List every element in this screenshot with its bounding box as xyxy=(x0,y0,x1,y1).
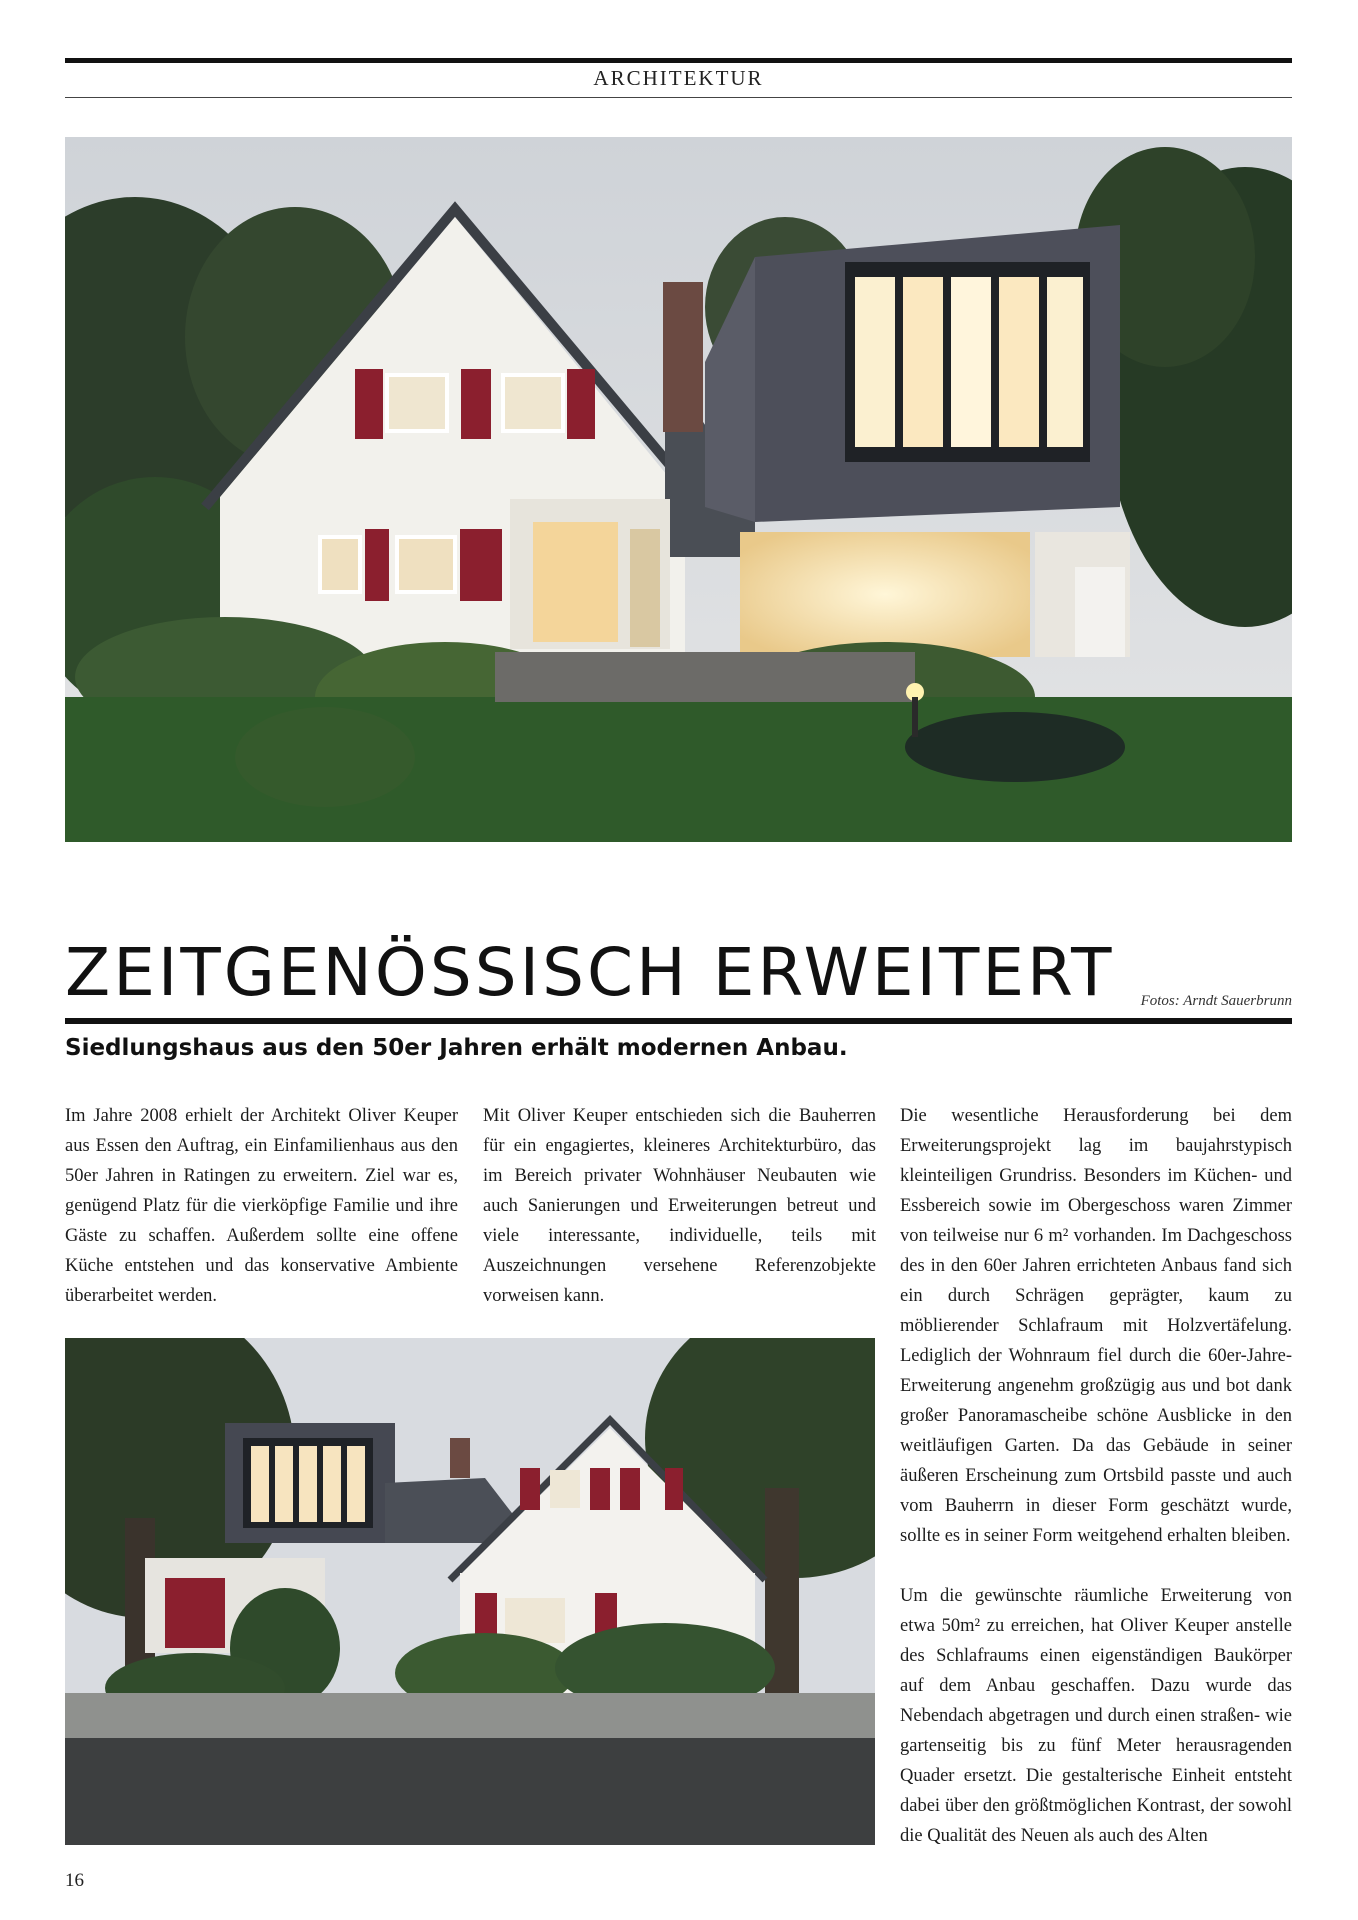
house-street-photo-illustration xyxy=(65,1338,875,1845)
paragraph-challenge: Die wesentliche Herausforderung bei dem Erweiterungsprojekt lag im baujahrstypisch kleinteiligen Grundriss. Besonders im Küchen- und Essbereich sowie im Obergeschoss waren Zimmer von teilweise nur 6 m² vorhanden. Im Dachgeschoss des in den 60er Jahren errichteten Anbaus fand sich ein durch Schrägen geprägter, kaum zu möblierender Schlafraum mit Holzvertäfelung. Lediglich der Wohnraum fiel durch die 60er-Jahre- Erweiterung angenehm großzügig aus und bot dank großer Panoramascheibe schöne Ausblicke in den weitläufigen Garten. Da das Gebäude in seiner äußeren Erscheinung zum Ortsbild passte und auch vom Bauherrn in dieser Form geschätzt wurde, sollte es in seiner Form weitgehend erhalten bleiben. xyxy=(900,1106,1292,1546)
section-label: ARCHITEKTUR xyxy=(593,66,764,90)
header-rule-thin xyxy=(65,97,1292,98)
article-title: ZEITGENÖSSISCH ERWEITERT xyxy=(65,934,1115,1011)
header-rule-thick xyxy=(65,58,1292,63)
top-house-photo xyxy=(65,137,1292,842)
paragraph-architect: Mit Oliver Keuper entschieden sich die Bauherren für ein engagiertes, kleineres Architekturbüro, das im Bereich privater Wohnhäuser Neubauten wie auch Sanierungen und Erweiterungen betreut und viele interessante, individuelle, teils mit Auszeichnungen versehene Referenzobjekte vorweisen kann. xyxy=(483,1106,876,1306)
title-rule xyxy=(65,1018,1292,1024)
page-number: 16 xyxy=(65,1870,84,1891)
paragraph-intro: Im Jahre 2008 erhielt der Architekt Oliver Keuper aus Essen den Auftrag, ein Einfamilienhaus aus den 50er Jahren in Ratingen zu erweitern. Ziel war es, genügend Platz für die vierköpfige Familie und ihre Gäste zu schaffen. Außerdem sollte eine offene Küche entstehen und das konservative Ambiente überarbeitet werden. xyxy=(65,1106,458,1306)
text-column-2 xyxy=(483,1101,876,1311)
paragraph-extension: Um die gewünschte räumliche Erweiterung von etwa 50m² zu erreichen, hat Oliver Keuper anstelle des Schlafraums einen eigenständigen Baukörper auf dem Anbau geschaffen. Dazu wurde das Nebendach abgetragen und durch einen straßen- wie gartenseitig bis zu fünf Meter herausragenden Quader ersetzt. Die gestalterische Einheit entsteht dabei über den größtmöglichen Kontrast, der sowohl die Qualität des Neuen als auch des Alten xyxy=(900,1586,1292,1846)
house-garden-photo-illustration xyxy=(65,137,1292,842)
photo-credit: Fotos: Arndt Sauerbrunn xyxy=(1140,993,1292,1009)
bottom-house-photo xyxy=(65,1338,875,1845)
text-column-3 xyxy=(900,1101,1292,1851)
text-column-1 xyxy=(65,1101,458,1311)
article-subtitle: Siedlungshaus aus den 50er Jahren erhält modernen Anbau. xyxy=(65,1035,848,1061)
